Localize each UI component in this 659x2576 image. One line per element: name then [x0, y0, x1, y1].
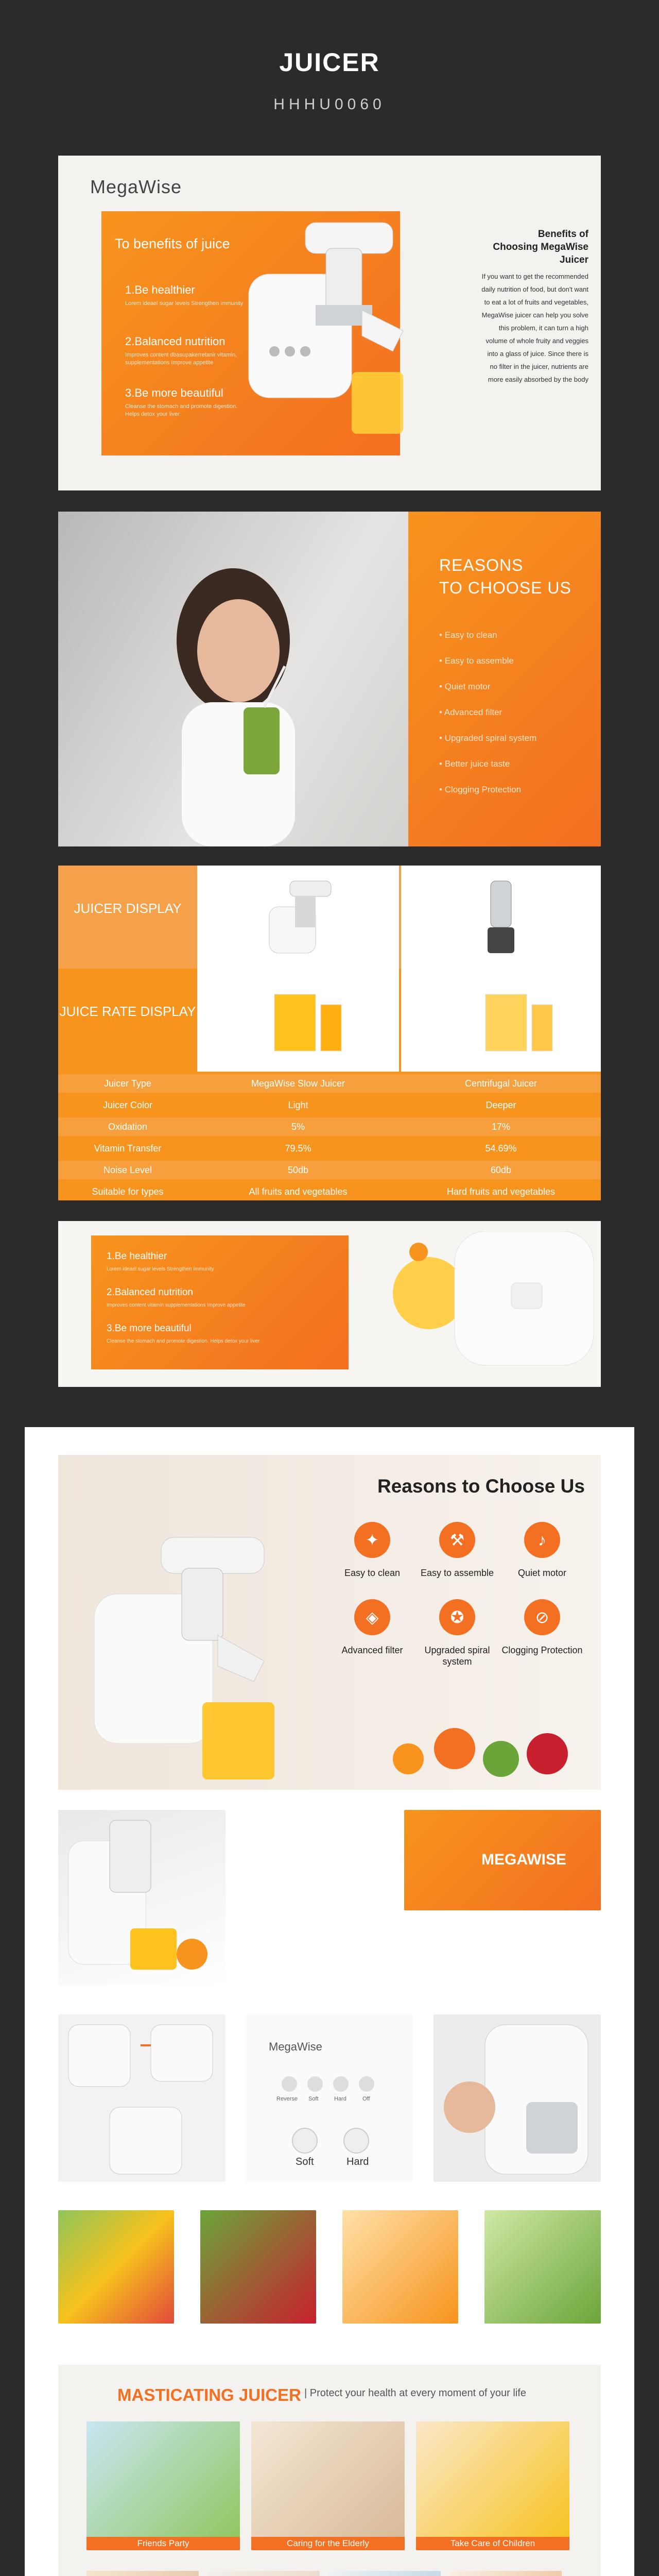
- hand-pressing-photo: [433, 2014, 601, 2182]
- reason-label: Easy to assemble: [444, 656, 514, 666]
- page-title: JUICER: [279, 48, 380, 77]
- button-label: Hard: [334, 2096, 346, 2102]
- megawise-value: 79.5%: [285, 1143, 311, 1154]
- veggie-juice-photo: [200, 2210, 316, 2324]
- centrifugal-value: Deeper: [485, 1100, 516, 1110]
- green-juice-photo: [484, 2210, 601, 2324]
- benefit-item: [107, 1323, 261, 1345]
- benefit-text: Improves content dbasupakerretanir vitamin, supplementations Improve appetite: [125, 352, 237, 366]
- soft-button: [307, 2076, 323, 2092]
- masticating-title: MASTICATING JUICER: [117, 2385, 301, 2404]
- benefit-heading: 1.Be healthier: [107, 1251, 167, 1262]
- reasons-title: [439, 554, 571, 599]
- table-row: [58, 1096, 601, 1114]
- reasons-title-line1: REASONS: [439, 556, 524, 574]
- centrifugal-juicer-image: [480, 876, 522, 958]
- juicer-lid-image: [367, 1231, 594, 1381]
- benefit-heading: 3.Be more beautiful: [125, 386, 223, 399]
- row-label: Juicer Type: [104, 1078, 151, 1089]
- control-panel-photo: [246, 2014, 413, 2182]
- reason-item: • Better juice taste: [439, 759, 510, 769]
- reason-item: • Upgraded spiral system: [439, 733, 537, 743]
- button-label: Reverse: [276, 2096, 298, 2102]
- section-body: If you want to get the recommended daily nutrition of food, but don't want to eat a lot of fruits and vegetables, MegaWise juicer can help you solve this problem, it can turn a high volume of whole fruity and veggies into a glass of juice. Since there is no filter in the juicer, nutrients are more easily absorbed by the body: [481, 273, 588, 383]
- feature-label: Easy to assemble: [420, 1568, 494, 1578]
- benefit-text: Cleanse the stomach and promote digestion. Helps detox your liver: [107, 1338, 260, 1344]
- button-label: Off: [362, 2096, 370, 2102]
- masticating-subtitle-text: Protect your health at every moment of your life: [309, 2387, 526, 2399]
- photo-caption: Take Care of Children: [416, 2537, 569, 2550]
- megawise-value: 5%: [291, 1122, 305, 1132]
- reasons-title: Reasons to Choose Us: [377, 1476, 585, 1497]
- soft-label: Soft: [296, 2156, 314, 2167]
- assembly-photo: [58, 2014, 226, 2182]
- pregnant-woman-photo: [207, 2571, 320, 2576]
- row-label: Suitable for types: [92, 1187, 164, 1197]
- family-dinner-photo: [86, 2571, 199, 2576]
- centrifugal-value: 60db: [490, 1165, 512, 1175]
- reason-label: Easy to clean: [444, 630, 497, 640]
- button-label: Soft: [308, 2096, 319, 2102]
- benefit-heading: 1.Be healthier: [125, 283, 195, 296]
- row-label: Vitamin Transfer: [94, 1143, 162, 1154]
- couples-photo: [449, 2571, 562, 2576]
- table-row: [58, 1139, 601, 1158]
- feature-label: Upgraded spiral system: [424, 1645, 490, 1667]
- feature-label: Clogging Protection: [501, 1645, 583, 1655]
- reasons-panel: [408, 512, 601, 846]
- fitness-photo: [328, 2571, 441, 2576]
- benefit-item: [125, 386, 244, 418]
- reason-item: • Advanced filter: [439, 707, 502, 717]
- table-row: [58, 1074, 601, 1093]
- megawise-value: Light: [288, 1100, 308, 1110]
- reason-item: • Quiet motor: [439, 682, 491, 691]
- photo-caption: Friends Party: [86, 2537, 240, 2550]
- reason-item: • Easy to clean: [439, 630, 497, 640]
- clogging-icon: ⊘: [524, 1599, 560, 1635]
- megawise-value: All fruits and vegetables: [249, 1187, 348, 1197]
- row-label: Noise Level: [103, 1165, 152, 1175]
- table-row: [58, 1161, 601, 1179]
- benefit-text: Cleanse the stomach and promote digestion. Helps detox your liver: [125, 403, 238, 417]
- side-juicer-photo: [58, 1810, 226, 1985]
- benefit-heading: 3.Be more beautiful: [107, 1323, 192, 1334]
- reason-label: Quiet motor: [444, 682, 491, 691]
- quiet-icon: ♪: [524, 1522, 560, 1558]
- reason-item: • Easy to assemble: [439, 656, 514, 666]
- benefit-heading: 2.Balanced nutrition: [107, 1287, 193, 1298]
- spiral-icon: ✪: [439, 1599, 475, 1635]
- reason-label: Upgraded spiral system: [444, 733, 537, 743]
- brand-logo: MegaWise: [90, 176, 182, 197]
- product-detail-card: [25, 1427, 634, 2576]
- juice-rate-label: JUICE RATE DISPLAY: [59, 1004, 196, 1019]
- benefit-item: [107, 1287, 261, 1309]
- centrifugal-value: 17%: [491, 1122, 511, 1132]
- woman-drinking-photo: [58, 512, 408, 846]
- children-photo: [416, 2421, 569, 2550]
- hard-button: [333, 2076, 349, 2092]
- friends-party-photo: [86, 2421, 240, 2550]
- reasons-card: [58, 512, 601, 846]
- juice-glasses-photo: [58, 2210, 174, 2324]
- photo-caption: Caring for the Elderly: [251, 2537, 405, 2550]
- benefits-title: To benefits of juice: [115, 236, 230, 251]
- centrifugal-juice-glass-icon: [475, 974, 558, 1066]
- benefit-text: Lorem ideael sugar levels Strengthen immunity: [107, 1266, 214, 1272]
- reasons-title-line2: TO CHOOSE US: [439, 579, 571, 597]
- assemble-icon: ⚒: [439, 1522, 475, 1558]
- megawise-badge-banner: [404, 1810, 601, 1910]
- juicer-hero-image: [79, 1517, 326, 1785]
- hard-zoom-icon: [343, 2128, 369, 2154]
- soft-zoom-icon: [292, 2128, 318, 2154]
- filter-icon: ◈: [354, 1599, 390, 1635]
- clean-icon: ✦: [354, 1522, 390, 1558]
- centrifugal-value: Hard fruits and vegetables: [446, 1187, 556, 1197]
- off-button: [359, 2076, 374, 2092]
- reason-item: • Clogging Protection: [439, 785, 522, 794]
- page-subtitle: HHHU0060: [273, 96, 386, 113]
- benefit-heading: 2.Balanced nutrition: [125, 335, 226, 348]
- section-heading: Benefits of Choosing MegaWise Juicer: [493, 229, 588, 265]
- row-label: Juicer Color: [102, 1100, 153, 1110]
- benefit-item: [107, 1251, 261, 1273]
- reason-label: Clogging Protection: [444, 785, 522, 794]
- brand-logo: MegaWise: [269, 2040, 322, 2053]
- benefit-text: Lorem ideael sugar levels Strengthen immunity: [125, 300, 244, 307]
- elderly-photo: [251, 2421, 405, 2550]
- hard-label: Hard: [346, 2156, 369, 2167]
- comparison-card: [58, 866, 601, 1200]
- juicer-display-label: JUICER DISPLAY: [74, 901, 182, 916]
- feature-label: Advanced filter: [341, 1645, 403, 1655]
- fruit-bowl-image: [377, 1682, 594, 1785]
- centrifugal-value: Centrifugal Juicer: [464, 1078, 537, 1089]
- benefit-item: [125, 335, 244, 367]
- megawise-value: MegaWise Slow Juicer: [251, 1078, 345, 1089]
- table-row: [58, 1117, 601, 1136]
- benefits-banner-card: [58, 1221, 601, 1387]
- feature-label: Quiet motor: [517, 1568, 567, 1578]
- brand-badge: MEGAWISE: [481, 1851, 567, 1868]
- megawise-juicer-image: [264, 876, 336, 958]
- feature-label: Easy to clean: [344, 1568, 401, 1578]
- table-row: [58, 1182, 601, 1200]
- masticating-section: [58, 2365, 601, 2576]
- centrifugal-value: 54.69%: [485, 1143, 517, 1154]
- megawise-juice-glass-icon: [264, 974, 346, 1066]
- hero-section: [58, 1455, 601, 1790]
- reason-label: Advanced filter: [444, 707, 502, 717]
- reverse-button: [282, 2076, 297, 2092]
- row-label: Oxidation: [108, 1122, 148, 1132]
- benefit-text: Improves content vitamin supplementations Improve appetite: [107, 1302, 246, 1308]
- benefit-item: [125, 283, 244, 308]
- orange-juice-photo: [342, 2210, 458, 2324]
- megawise-value: 50db: [287, 1165, 309, 1175]
- masticating-subtitle: | Protect your health at every moment of your life: [304, 2387, 526, 2399]
- reason-label: Better juice taste: [444, 759, 510, 769]
- juicer-image: [238, 212, 424, 439]
- benefits-card: [58, 156, 601, 490]
- benefits-panel: [91, 1235, 349, 1369]
